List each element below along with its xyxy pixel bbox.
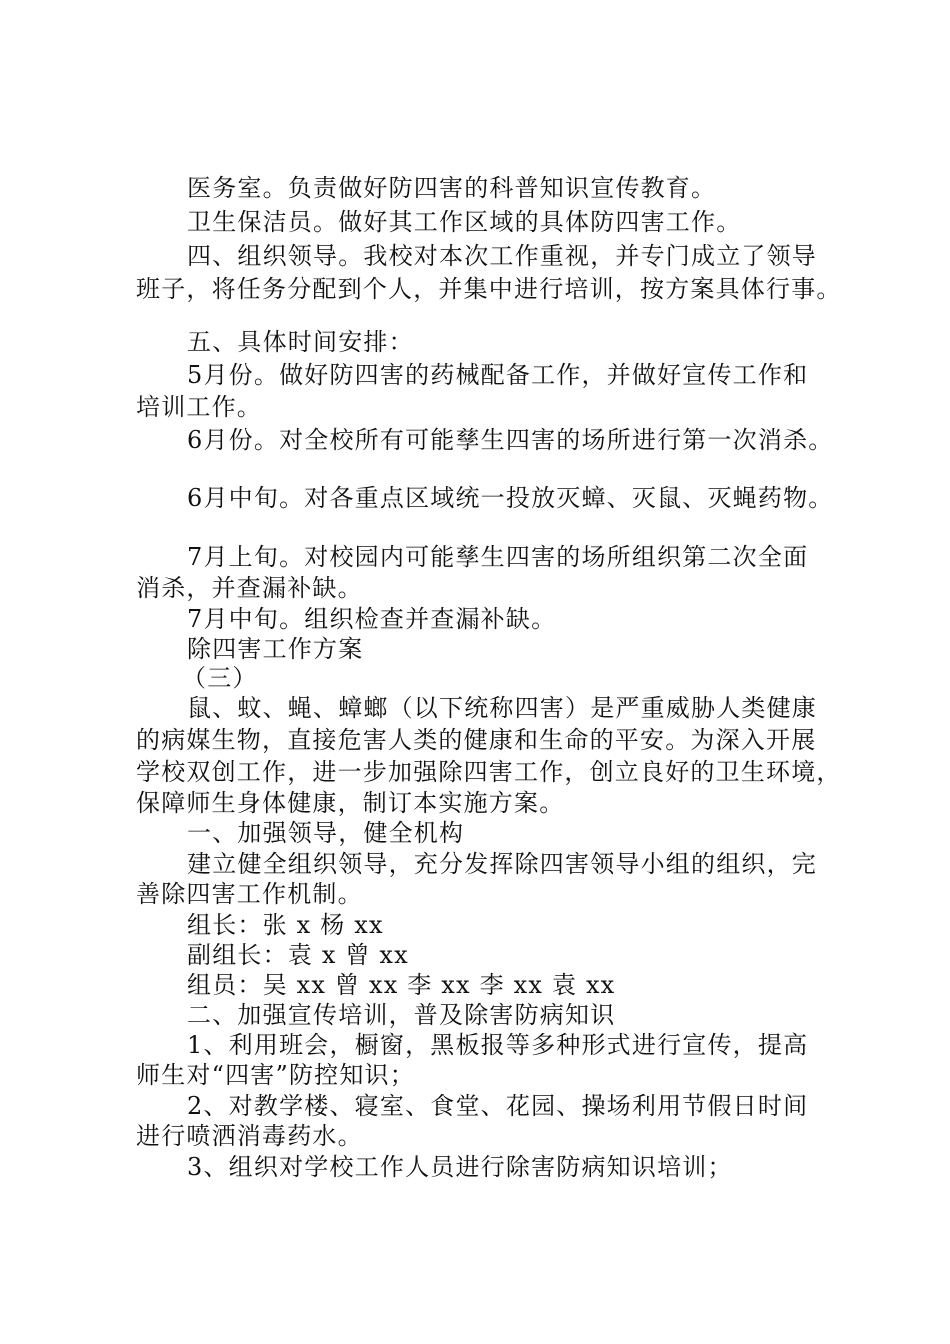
text-line: 鼠、蚊、蝇、蟑螂（以下统称四害）是严重威胁人类健康	[187, 694, 817, 722]
text-line: 5月份。做好防四害的药械配备工作，并做好宣传工作和	[187, 361, 809, 389]
text-line: 五、具体时间安排：	[187, 328, 414, 356]
text-line: 班子，将任务分配到个人，并集中进行培训，按方案具体行事。	[136, 275, 842, 303]
text-line: 6月中旬。对各重点区域统一投放灭蟑、灭鼠、灭蝇药物。	[187, 484, 834, 512]
text-line: 副组长：袁 x 曾 xx	[187, 941, 409, 969]
text-line: 进行喷洒消毒药水。	[136, 1122, 363, 1150]
text-line: 3、组织对学校工作人员进行除害防病知识培训；	[187, 1153, 733, 1181]
section-title: 除四害工作方案	[187, 635, 364, 663]
text-line: 保障师生身体健康，制订本实施方案。	[136, 789, 565, 817]
text-line: 培训工作。	[136, 393, 262, 421]
text-line: 四、组织领导。我校对本次工作重视，并专门成立了领导	[187, 242, 817, 270]
text-line: 的病媒生物，直接危害人类的健康和生命的平安。为深入开展	[136, 726, 817, 754]
text-line: 6月份。对全校所有可能孳生四害的场所进行第一次消杀。	[187, 426, 834, 454]
text-line: 组长：张 x 杨 xx	[187, 911, 384, 939]
text-line: 建立健全组织领导，充分发挥除四害领导小组的组织，完	[187, 850, 817, 878]
text-line: 1、利用班会，橱窗，黑板报等多种形式进行宣传，提高	[187, 1031, 809, 1059]
text-line: 学校双创工作，进一步加强除四害工作，创立良好的卫生环境，	[136, 758, 842, 786]
text-line: 组员：吴 xx 曾 xx 李 xx 李 xx 袁 xx	[187, 971, 616, 999]
text-line: 二、加强宣传培训，普及除害防病知识	[187, 1001, 616, 1029]
text-line: 一、加强领导，健全机构	[187, 819, 465, 847]
text-line: 卫生保洁员。做好其工作区域的具体防四害工作。	[187, 208, 742, 236]
section-number: （三）	[182, 664, 258, 692]
text-line: 7月上旬。对校园内可能孳生四害的场所组织第二次全面	[187, 543, 809, 571]
text-line: 7月中旬。组织检查并查漏补缺。	[187, 605, 557, 633]
text-line: 医务室。负责做好防四害的科普知识宣传教育。	[187, 174, 717, 202]
text-line: 师生对“四害”防控知识；	[136, 1061, 415, 1089]
text-line: 善除四害工作机制。	[136, 880, 363, 908]
text-line: 2、对教学楼、寝室、食堂、花园、操场利用节假日时间	[187, 1092, 809, 1120]
text-line: 消杀，并查漏补缺。	[136, 574, 363, 602]
